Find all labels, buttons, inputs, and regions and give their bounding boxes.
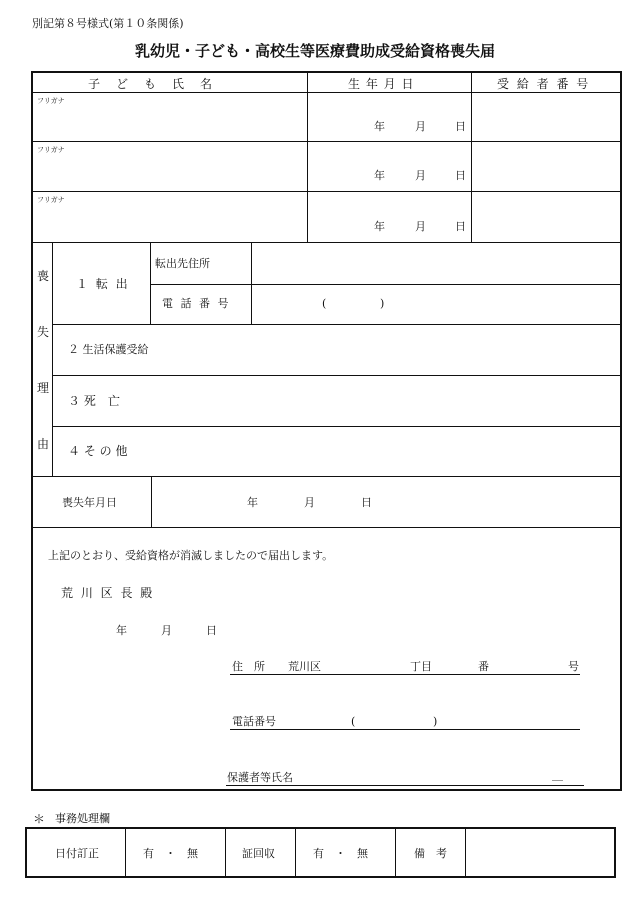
child-2-birth-year: 年 [374,169,385,182]
child-2-birth-day: 日 [455,169,466,182]
office-divider-1 [125,829,126,876]
child-1-birth-year: 年 [374,120,385,133]
reason-side-char-3: 理 [37,381,50,395]
office-yes-no-1: 有 ・ 無 [143,847,198,860]
loss-date-month: 月 [304,496,315,509]
header-row-divider [33,92,620,93]
furigana-label-2: フリガナ [37,146,65,154]
reason-side-char-4: 由 [37,437,50,451]
address-label: 住 所 [232,660,265,673]
new-address-label: 転出先住所 [155,257,210,270]
child-3-birth-year: 年 [374,220,385,233]
reason-death: ３ 死 亡 [68,394,120,408]
moved-out-phone-label: 電 話 番 号 [162,297,231,310]
address-chome: 丁目 [410,660,432,673]
furigana-label-1: フリガナ [37,97,65,105]
office-yes-no-2: 有 ・ 無 [313,847,368,860]
loss-date-bottom-line [33,527,620,528]
header-recipient-number: 受 給 者 番 号 [497,77,591,91]
reason-other: ４ そ の 他 [68,444,128,458]
death-bottom-line [52,426,620,427]
loss-date-divider [151,476,152,527]
address-go: 号 [568,660,579,673]
child-row-divider-2 [33,191,620,192]
address-ban: 番 [478,660,489,673]
declaration-phone-paren-open: ( [351,715,356,728]
furigana-label-3: フリガナ [37,196,65,204]
office-divider-2 [225,829,226,876]
form-title: 乳幼児・子ども・高校生等医療費助成受給資格喪失届 [134,42,495,60]
col-divider-name-birth [307,73,308,243]
declaration-statement: 上記のとおり、受給資格が消滅しましたので届出します。 [48,549,334,562]
declaration-phone-label: 電話番号 [232,715,276,728]
reason-section-bottom-line [33,476,620,477]
reason-side-char-1: 喪 [37,269,50,283]
loss-date-label: 喪失年月日 [62,496,117,509]
office-cert-return: 証回収 [242,847,275,860]
moved-out-mid-line [150,284,620,285]
addressee: 荒 川 区 長 殿 [61,586,155,600]
moved-out-phone-paren-close: ) [380,297,385,310]
office-divider-5 [465,829,466,876]
reason-welfare: ２ 生活保護受給 [68,343,149,356]
office-divider-4 [395,829,396,876]
moved-out-phone-paren-open: ( [322,297,327,310]
loss-date-year: 年 [247,496,258,509]
moved-out-bottom-line [52,324,620,325]
reason-side-divider [52,242,53,476]
reason-moved-out: １ 転 出 [76,277,130,291]
child-1-birth-month: 月 [415,120,426,133]
declaration-phone-paren-close: ) [433,715,438,728]
child-2-birth-month: 月 [415,169,426,182]
guardian-underline [226,785,584,786]
declaration-year: 年 [116,624,127,637]
office-date-correction: 日付訂正 [55,847,99,860]
header-child-name: 子 ど も 氏 名 [88,77,215,91]
office-heading: 事務処理欄 [55,812,110,825]
moved-out-divider [150,242,151,324]
child-3-birth-day: 日 [455,220,466,233]
address-ward: 荒川区 [288,660,321,673]
declaration-month: 月 [161,624,172,637]
phone-underline [230,729,580,730]
guardian-name-label: 保護者等氏名 [227,771,293,784]
guardian-seal-mark: ＿ [552,769,563,782]
main-form-frame [31,71,622,791]
moved-out-label-divider [251,242,252,324]
col-divider-birth-recipient [471,73,472,243]
header-birth-date: 生 年 月 日 [348,77,415,91]
child-row-divider-1 [33,141,620,142]
declaration-day: 日 [206,624,217,637]
loss-date-day: 日 [361,496,372,509]
office-heading-mark: ＊ [33,812,46,826]
address-underline [230,674,580,675]
welfare-bottom-line [52,375,620,376]
child-3-birth-month: 月 [415,220,426,233]
form-number: 別記第８号様式(第１０条関係) [32,17,184,30]
office-remarks: 備 考 [414,847,447,860]
child-row-divider-3 [33,242,620,243]
child-1-birth-day: 日 [455,120,466,133]
reason-side-char-2: 失 [37,325,50,339]
office-divider-3 [295,829,296,876]
